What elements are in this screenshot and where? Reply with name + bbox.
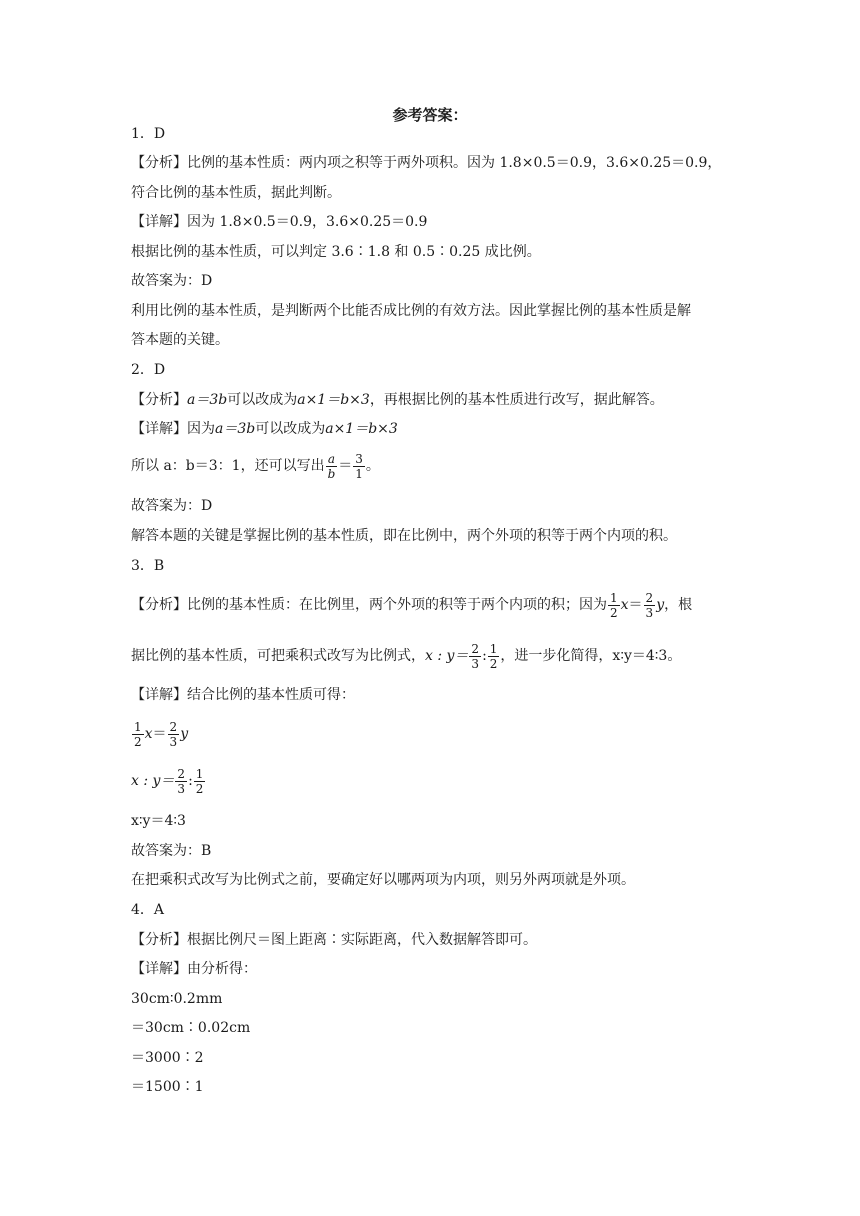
q3-fraction-2-3b — [469, 642, 481, 671]
q3-fraction-1-2 — [608, 591, 620, 620]
q3-result: x∶y＝4∶3 — [131, 813, 186, 829]
q4-number: 4．A — [131, 902, 165, 918]
q3-fraction-2-3 — [644, 591, 656, 620]
q2-analysis-formula2: a×1＝b×3 — [297, 392, 370, 408]
q3-note: 在把乘积式改写为比例式之前，要确定好以哪两项为内项，则另外两项就是外项。 — [131, 872, 635, 888]
q2-analysis-label: 【分析】 — [131, 392, 187, 408]
q3-ratio-xy: x : y＝ — [425, 648, 469, 664]
q4-step2: ＝30cm∶0.02cm — [131, 1020, 251, 1036]
var-y: y — [656, 597, 665, 613]
q2-analysis-formula1: a＝3b — [187, 392, 228, 408]
q3-eq1-fraction-2-3 — [168, 720, 180, 749]
fraction-numerator: 1 — [195, 766, 204, 781]
q2-answer: 故答案为：D — [131, 498, 213, 514]
q1-analysis-line2: 符合比例的基本性质，据此判断。 — [131, 185, 341, 201]
q4-step4: ＝1500∶1 — [131, 1079, 204, 1095]
q3-fraction-1-2b — [488, 642, 500, 671]
q3-equation1 — [131, 717, 188, 751]
q2-detail-text: 可以改成为 — [255, 421, 326, 437]
fraction-numerator: a — [326, 452, 338, 467]
var-y: y — [180, 726, 189, 742]
fraction-numerator: 1 — [134, 719, 142, 734]
q3-analysis-text: 【分析】比例的基本性质：在比例里，两个外项的积等于两个内项的积；因为 — [131, 597, 607, 613]
q1-detail: 【详解】因为 1.8×0.5＝0.9，3.6×0.25＝0.9 — [131, 214, 428, 230]
q2-detail-label: 【详解】因为 — [131, 421, 215, 437]
q4-step3: ＝3000∶2 — [131, 1050, 204, 1066]
q2-detail-formula2: a×1＝b×3 — [325, 421, 398, 437]
fraction-numerator: 2 — [169, 719, 178, 734]
fraction-numerator: 1 — [610, 590, 618, 605]
fraction-denominator: 1 — [355, 466, 363, 481]
q2-ratio-line — [131, 449, 380, 483]
q3-eq1-fraction-1-2 — [132, 720, 144, 749]
q3-analysis2-text: 据比例的基本性质，可把乘积式改写为比例式， — [131, 648, 425, 664]
ratio-colon: : — [188, 773, 193, 789]
q1-analysis-line1: 【分析】比例的基本性质：两内项之积等于两外项积。因为 1.8×0.5＝0.9，3.6×0.25＝0.9， — [131, 155, 722, 171]
q4-analysis: 【分析】根据比例尺＝图上距离∶实际距离，代入数据解答即可。 — [131, 932, 537, 948]
fraction-denominator: 3 — [169, 734, 178, 749]
fraction-denominator: b — [327, 466, 336, 481]
q2-detail — [131, 419, 398, 439]
q2-fraction-3-1 — [353, 452, 365, 481]
q3-detail: 【详解】结合比例的基本性质可得： — [131, 687, 355, 703]
q1-note-line2: 答本题的关键。 — [131, 332, 229, 348]
var-x: x — [144, 726, 153, 742]
q2-analysis-text: 可以改成为 — [227, 392, 298, 408]
q1-number: 1．D — [131, 126, 166, 142]
fraction-denominator: 2 — [134, 734, 142, 749]
fraction-numerator: 2 — [177, 766, 186, 781]
q3-number: 3．B — [131, 558, 165, 574]
fraction-denominator: 2 — [610, 605, 618, 620]
fraction-denominator: 3 — [177, 781, 186, 796]
fraction-denominator: 3 — [645, 605, 654, 620]
ratio-colon: : — [482, 648, 487, 664]
q2-ratio-text: 所以 a：b＝3：1，还可以写出 — [131, 458, 325, 474]
page-title: 参考答案： — [392, 106, 468, 124]
q3-analysis-end: ，根 — [664, 597, 693, 613]
q3-equation2 — [131, 764, 206, 798]
fraction-numerator: 3 — [355, 451, 363, 466]
fraction-numerator: 2 — [645, 590, 654, 605]
q3-eq2-ratio-xy: x : y＝ — [131, 773, 175, 789]
q3-eq2-fraction-2-3 — [175, 767, 187, 796]
var-x: x — [620, 597, 629, 613]
q3-eq2-fraction-1-2 — [194, 767, 206, 796]
fraction-denominator: 2 — [489, 656, 498, 671]
q2-detail-formula1: a＝3b — [215, 421, 256, 437]
q4-step1: 30cm∶0.2mm — [131, 991, 223, 1007]
fraction-denominator: 3 — [471, 656, 480, 671]
equals-sign: ＝ — [338, 458, 353, 474]
q3-analysis-line2 — [131, 639, 681, 673]
q2-note: 解答本题的关键是掌握比例的基本性质，即在比例中，两个外项的积等于两个内项的积。 — [131, 528, 677, 544]
equals-sign: ＝ — [628, 597, 643, 613]
q2-analysis-rest: ，再根据比例的基本性质进行改写，据此解答。 — [369, 392, 664, 408]
q2-analysis — [131, 390, 664, 410]
fraction-numerator: 1 — [489, 641, 498, 656]
q1-note-line1: 利用比例的基本性质，是判断两个比能否成比例的有效方法。因此掌握比例的基本性质是解 — [131, 303, 691, 319]
period: 。 — [365, 458, 380, 474]
q3-analysis2-rest: ，进一步化简得，x∶y＝4∶3。 — [500, 648, 682, 664]
q2-number: 2．D — [131, 362, 166, 378]
q3-answer: 故答案为：B — [131, 843, 212, 859]
q3-analysis-line1 — [131, 588, 692, 622]
fraction-numerator: 2 — [471, 641, 480, 656]
fraction-denominator: 2 — [195, 781, 204, 796]
q4-detail: 【详解】由分析得： — [131, 961, 257, 977]
q2-fraction-a-b — [326, 452, 338, 481]
equals-sign: ＝ — [152, 726, 167, 742]
q1-conclusion: 根据比例的基本性质，可以判定 3.6∶1.8 和 0.5∶0.25 成比例。 — [131, 244, 541, 260]
q1-answer: 故答案为：D — [131, 273, 213, 289]
